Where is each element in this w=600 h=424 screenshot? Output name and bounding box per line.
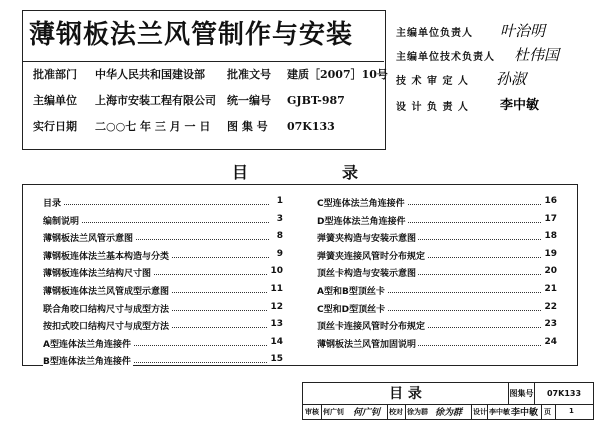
toc-item-title: 薄钢板连体法兰基本构造与分类	[43, 249, 171, 262]
signature-row	[396, 94, 596, 116]
toc-item[interactable]	[317, 316, 557, 334]
toc-item[interactable]	[43, 211, 283, 229]
cell-divider	[321, 405, 322, 419]
review-name: 何广钊	[323, 408, 344, 416]
toc-item-title: C型和D型顶丝卡	[317, 302, 387, 315]
toc-item-title: 联合角咬口结构尺寸与成型方法	[43, 302, 171, 315]
review-signature: 何广钊	[353, 408, 381, 418]
meta-value: 上海市安装工程有限公司	[95, 94, 216, 107]
toc-item-title: 顶丝卡连接风管时分布规定	[317, 319, 427, 332]
meta-label: 图 集 号	[227, 120, 268, 133]
atlas-label: 图集号	[509, 383, 535, 405]
toc-item-page: 19	[544, 248, 557, 259]
toc-item-title: 弹簧夹连接风管时分布规定	[317, 249, 427, 262]
toc-item[interactable]	[43, 351, 283, 369]
signature-name: 叶治明	[500, 22, 546, 40]
toc-item-page: 1	[276, 196, 283, 206]
cell-divider	[555, 405, 556, 419]
check-signature: 徐为群	[435, 408, 463, 418]
signature-label: 主编单位技术负责人	[396, 52, 495, 63]
review-label: 审核	[305, 408, 319, 416]
toc-item-page: 22	[544, 301, 557, 312]
toc-column-left	[43, 193, 283, 369]
toc-item[interactable]	[43, 246, 283, 264]
toc-item-title: 弹簧夹构造与安装示意图	[317, 231, 418, 244]
meta-value: 中华人民共和国建设部	[95, 68, 205, 81]
toc-item[interactable]	[317, 246, 557, 264]
toc-item-title: 薄钢板法兰风管加固说明	[317, 337, 418, 350]
title-block-title: 目 录	[303, 383, 509, 405]
toc-item-page: 14	[270, 336, 283, 347]
meta-label: 实行日期	[33, 120, 77, 133]
meta-value: GJBT-987	[287, 94, 345, 107]
toc-item-title: 目录	[43, 196, 63, 209]
toc-item-page: 12	[270, 301, 283, 312]
toc-item-page: 13	[270, 319, 283, 330]
meta-value: 二○○七 年 三 月 一 日	[95, 120, 211, 133]
toc-item[interactable]	[43, 281, 283, 299]
meta-value: 07K133	[287, 120, 335, 133]
cell-divider	[541, 405, 542, 419]
toc-item-page: 21	[544, 283, 557, 294]
toc-item-page: 9	[276, 248, 283, 259]
toc-item[interactable]	[43, 334, 283, 352]
toc-item[interactable]	[317, 334, 557, 352]
meta-label: 批准部门	[33, 68, 77, 81]
toc-item[interactable]	[317, 263, 557, 281]
cell-divider	[405, 405, 406, 419]
toc-item-title: A型连体法兰角连接件	[43, 337, 133, 350]
signature-row	[396, 20, 596, 42]
toc-item[interactable]	[317, 281, 557, 299]
toc-item-page: 16	[544, 196, 557, 206]
title-block	[302, 382, 594, 420]
toc-item-title: 薄钢板法兰风管示意图	[43, 231, 135, 244]
meta-label: 批准文号	[227, 68, 271, 81]
signature-name: 孙淑	[496, 70, 527, 88]
page-value: 1	[569, 407, 574, 415]
toc-item-page: 18	[544, 231, 557, 242]
toc-item[interactable]	[43, 228, 283, 246]
toc-item-title: 按扣式咬口结构尺寸与成型方法	[43, 319, 171, 332]
meta-label: 统一编号	[227, 94, 271, 107]
toc-item[interactable]	[43, 299, 283, 317]
toc-column-right	[317, 193, 557, 351]
toc-item-page: 3	[276, 213, 283, 224]
signature-label: 设 计 负 责 人	[396, 102, 469, 113]
toc-heading	[210, 160, 390, 182]
toc-item-title: 编制说明	[43, 214, 81, 227]
cell-divider	[487, 405, 488, 419]
toc-item-page: 10	[270, 266, 283, 277]
toc-item-page: 20	[544, 266, 557, 277]
toc-item[interactable]	[317, 228, 557, 246]
toc-box	[22, 184, 578, 366]
main-title: 薄钢板法兰风管制作与安装	[29, 20, 354, 50]
toc-heading-char: 录	[342, 163, 359, 182]
check-label: 校对	[389, 408, 403, 416]
toc-item-title: A型和B型顶丝卡	[317, 284, 387, 297]
check-name: 徐为群	[407, 408, 428, 416]
toc-item[interactable]	[317, 193, 557, 211]
title-block-signoff-row	[303, 405, 593, 419]
design-signature: 李中敏	[511, 408, 539, 418]
toc-item[interactable]	[43, 263, 283, 281]
toc-item[interactable]	[317, 299, 557, 317]
toc-item-title: 薄钢板连体法兰结构尺寸图	[43, 266, 153, 279]
toc-item-page: 17	[544, 213, 557, 224]
signature-name: 李中敏	[500, 98, 540, 113]
toc-item-title: D型连体法兰角连接件	[317, 214, 407, 227]
cell-divider	[387, 405, 388, 419]
toc-item[interactable]	[317, 211, 557, 229]
toc-leader	[43, 204, 269, 205]
design-name: 李中敏	[489, 408, 510, 416]
toc-item[interactable]	[43, 316, 283, 334]
toc-item-title: B型连体法兰角连接件	[43, 354, 133, 367]
toc-item[interactable]	[43, 193, 283, 211]
cell-divider	[471, 405, 472, 419]
toc-item-title: C型连体法兰角连接件	[317, 196, 407, 209]
toc-item-page: 8	[276, 231, 283, 242]
toc-item-title: 薄钢板连体法兰风管成型示意图	[43, 284, 171, 297]
signature-row	[396, 44, 596, 66]
toc-heading-char: 目	[232, 163, 249, 182]
toc-item-page: 11	[270, 283, 283, 294]
toc-item-page: 23	[544, 319, 557, 330]
toc-item-page: 15	[270, 354, 283, 365]
header-box	[22, 10, 386, 150]
atlas-value: 07K133	[535, 383, 593, 405]
signature-block	[396, 20, 596, 130]
signature-row	[396, 68, 596, 90]
design-label: 设计	[473, 408, 487, 416]
toc-item-title: 顶丝卡构造与安装示意图	[317, 266, 418, 279]
signature-label: 技 术 审 定 人	[396, 76, 469, 87]
toc-item-page: 24	[544, 336, 557, 347]
page-label: 页	[544, 408, 551, 416]
signature-label: 主编单位负责人	[396, 28, 473, 39]
meta-value: 建质［2007］10号	[287, 68, 388, 81]
signature-name: 杜伟国	[514, 46, 560, 64]
title-divider	[23, 61, 384, 62]
meta-label: 主编单位	[33, 94, 77, 107]
